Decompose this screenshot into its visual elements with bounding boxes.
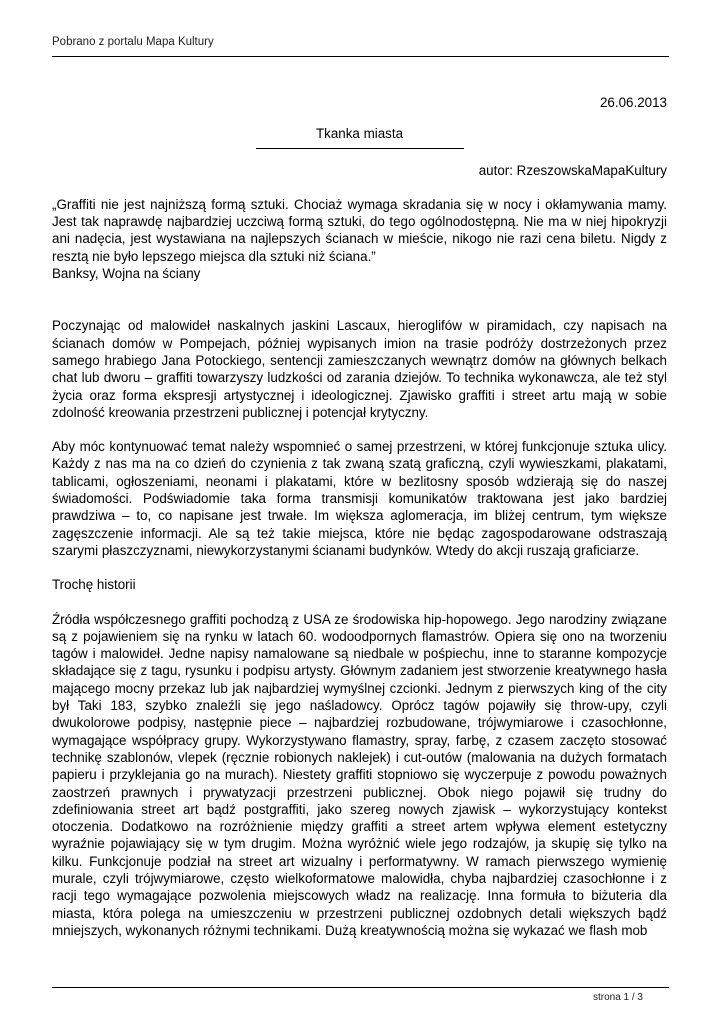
paragraph-intro: Poczynając od malowideł naskalnych jaskini Lascaux, hieroglifów w piramidach, czy napisach na ścianach domów w Pompejach, później wypisanych imion na trasie podróży dostrzeżonych przez samego hrabiego Jana Potockiego, sentencji zamieszczanych wewnątrz domów na głównych belkach chat lub dworu – graffiti towarzyszy ludzkości od zarania dziejów. To technika wykonawcza, ale też styl życia oraz forma ekspresji artystycznej i ideologicznej. Zjawisko graffiti i street artu mają w sobie zdolność kreowania przestrzeni publicznej i potencjał krytyczny. xyxy=(52,318,667,420)
page-header: Pobrano z portalu Mapa Kultury xyxy=(52,36,214,48)
paragraph-history: Źródła współczesnego graffiti pochodzą z USA ze środowiska hip-hopowego. Jego narodziny związane są z pojawieniem się na rynku w latach 60. wodoodpornych flamastrów. Opiera się ono na tworzeniu tagów i malowideł. Jedne napisy namalowane są niedbale w pośpiechu, inne to staranne kompozycje składające się z tagu, rysunku i podpisu artysty. Głównym zadaniem jest stworzenie kreatywnego hasła mającego mocny przekaz lub jak najbardziej wymyślnej czcionki. Jednym z pierwszych king of the city był Taki 183, szybko znaleźli się jego naśladowcy. Oprócz tagów pojawiły się throw-upy, czyli dwukolorowe podpisy, następnie piece – najbardziej rozbudowane, trójwymiarowe i czasochłonne, wymagające współpracy grupy. Wykorzystywano flamastry, spray, farbę, z czasem zaczęto stosować technikę szablonów, vlepek (ręcznie robionych naklejek) i cut-outów (malowania na dużych formatach papieru i przyklejania go na murach). Niestety graffiti stopniowo się wyczerpuje z powodu poważnych zaostrzeń prawnych i prywatyzacji przestrzeni publicznej. Obok niego pojawił się trudny do zdefiniowania street art bądź postgraffiti, jako szereg nowych zjawisk – wykorzystujący kontekst otoczenia. Dodatkowo na rozróżnienie między graffiti a street artem wpływa element estetyczny wyraźnie pojawiający się w tym drugim. Można wyróżnić wiele jego rodzajów, ja skupię się tylko na kilku. Funkcjonuje podział na street art wizualny i performatywny. W ramach pierwszego wymienię murale, czyli trójwymiarowe, często wielkoformatowe malowidła, chyba najbardziej czasochłonne i z racji tego wymagające pozwolenia miejscowych władz na realizację. Inna formuła to biżuteria dla miasta, która polega na umieszczeniu w przestrzeni publicznej ozdobnych detali większych bądź mniejszych, wykonanych różnymi technikami. Dużą kreatywnością można się wykazać we flash mob xyxy=(52,611,667,938)
footer-rule xyxy=(52,987,669,988)
page-number: strona 1 / 3 xyxy=(592,992,643,1003)
paragraph-space: Aby móc kontynuować temat należy wspomnieć o samej przestrzeni, w której funkcjonuje sztuka ulicy. Każdy z nas ma na co dzień do czynienia z tak zwaną szatą graficzną, czyli wywieszkami, plakatami, tablicami, ogłoszeniami, neonami i plakatami, które w bezlitosny sposób wdzierają się do naszej świadomości. Podświadomie taka forma transmisji komunikatów traktowana jest jako bardziej prawdziwa – to, co napisane jest trwałe. Im większa aglomeracja, im bliżej centrum, tym większe zagęszczenie informacji. Ale są też takie miejsca, które nie będąc zagospodarowane odstraszają szarymi płaszczyznami, niewykorzystanymi ścianami budynków. Wtedy do akcji ruszają graficiarze. xyxy=(52,439,667,558)
epigraph-quote: „Graffiti nie jest najniższą formą sztuki. Chociaż wymaga skradania się w nocy i okłamywania mamy. Jest tak naprawdę najbardziej uczciwą formą sztuki, do tego ogólnodostępną. Nie ma w niej hipokryzji ani nadęcia, jest wystawiana na najlepszych ścianach w mieście, nikogo nie razi cena biletu. Nigdy z resztą nie było lepszego miejsca dla sztuki niż ściana.” xyxy=(52,196,667,264)
epigraph-source: Banksy, Wojna na ściany xyxy=(52,266,201,282)
title-underline xyxy=(256,148,464,149)
document-author: autor: RzeszowskaMapaKultury xyxy=(478,162,667,178)
document-date: 26.06.2013 xyxy=(599,95,667,110)
header-rule xyxy=(52,56,669,57)
document-title: Tkanka miasta xyxy=(315,126,404,142)
document-body xyxy=(52,94,667,939)
section-heading: Trochę historii xyxy=(52,577,136,593)
